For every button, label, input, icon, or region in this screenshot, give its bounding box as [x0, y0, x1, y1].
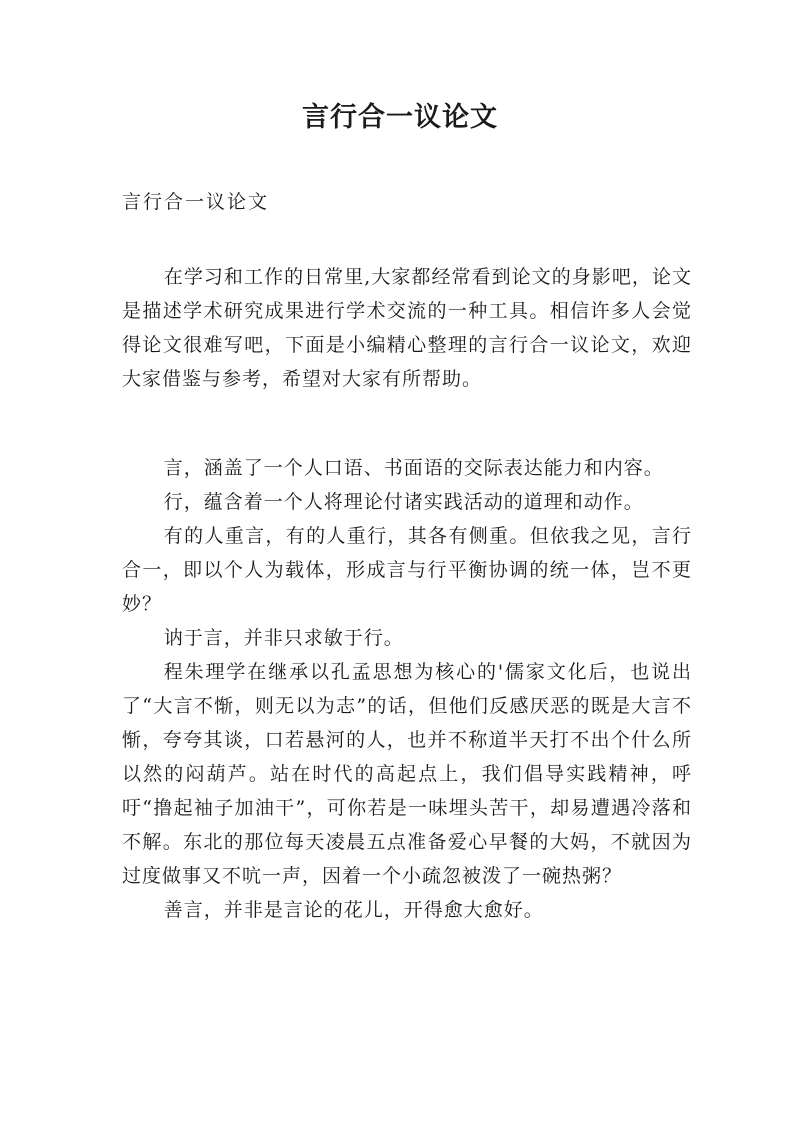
paragraph-1: 言，涵盖了一个人口语、书面语的交际表达能力和内容。 [163, 457, 664, 479]
intro-section [122, 260, 692, 396]
document-subtitle: 言行合一议论文 [122, 191, 270, 213]
paragraph-5: 程朱理学在继承以孔孟思想为核心的'儒家文化后，也说出了“大言不惭，则无以为志”的话，但他们反感厌恶的既是大言不惭，夸夸其谈，口若悬河的人，也并不称道半天打不出个什么所以然的闷葫芦。站在时代的高起点上，我们倡导实践精神，呼吁“撸起袖子加油干”，可你若是一味埋头苦干，却易遭遇冷落和不解。东北的那位每天凌晨五点准备爱心早餐的大妈，不就因为过度做事又不吭一声，因着一个小疏忽被泼了一碗热粥？ [122, 661, 692, 887]
paragraph-6: 善言，并非是言论的花儿，开得愈大愈好。 [163, 899, 544, 921]
document-title: 言行合一议论文 [302, 102, 498, 133]
paragraph-3: 有的人重言，有的人重行，其各有侧重。但依我之见，言行合一，即以个人为载体，形成言与行平衡协调的统一体，岂不更妙？ [122, 525, 692, 615]
paragraph-2: 行，蕴含着一个人将理论付诸实践活动的道理和动作。 [163, 491, 644, 513]
intro-paragraph: 在学习和工作的日常里,大家都经常看到论文的身影吧，论文是描述学术研究成果进行学术交流的一种工具。相信许多人会觉得论文很难写吧，下面是小编精心整理的言行合一议论文，欢迎大家借鉴与参考，希望对大家有所帮助。 [122, 266, 692, 390]
paragraph-4: 讷于言，并非只求敏于行。 [163, 627, 404, 649]
main-section [122, 451, 692, 927]
